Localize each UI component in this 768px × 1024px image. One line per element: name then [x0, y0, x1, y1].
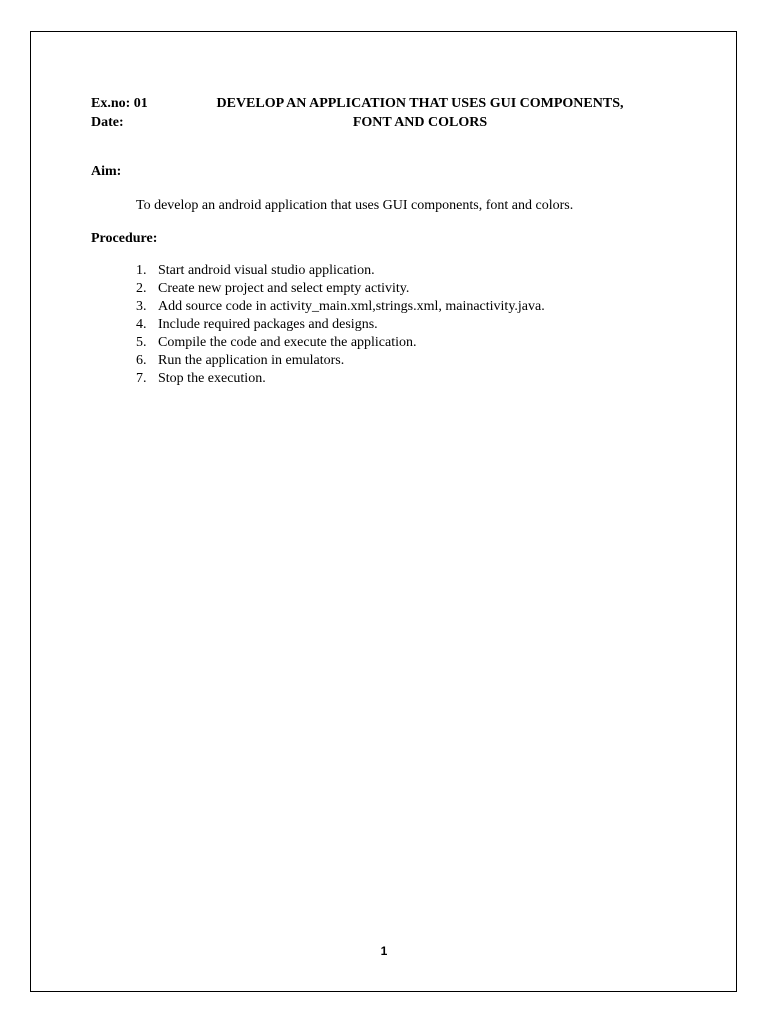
step-text: Run the application in emulators. — [158, 353, 345, 368]
step-number: 1. — [136, 263, 147, 278]
date-label: Date: — [91, 115, 124, 130]
exercise-number: Ex.no: 01 — [91, 96, 148, 111]
procedure-step — [136, 370, 545, 388]
title-line-1: DEVELOP AN APPLICATION THAT USES GUI COMPONENTS, — [216, 96, 624, 111]
step-text: Stop the execution. — [158, 371, 266, 386]
document-title — [160, 94, 680, 132]
step-number: 4. — [136, 317, 147, 332]
step-number: 6. — [136, 353, 147, 368]
procedure-step — [136, 298, 545, 316]
step-text: Compile the code and execute the application. — [158, 335, 417, 350]
step-number: 2. — [136, 281, 147, 296]
aim-heading: Aim: — [91, 164, 122, 179]
procedure-step — [136, 316, 545, 334]
procedure-step — [136, 334, 545, 352]
step-text: Start android visual studio application. — [158, 263, 375, 278]
header-meta — [91, 94, 148, 132]
procedure-heading: Procedure: — [91, 231, 158, 246]
step-text: Include required packages and designs. — [158, 317, 378, 332]
procedure-step — [136, 262, 545, 280]
page-border — [30, 31, 737, 992]
title-line-2: FONT AND COLORS — [352, 115, 488, 130]
step-number: 7. — [136, 371, 147, 386]
procedure-step — [136, 280, 545, 298]
step-number: 3. — [136, 299, 147, 314]
step-text: Create new project and select empty activity. — [158, 281, 410, 296]
aim-text: To develop an android application that uses GUI components, font and colors. — [136, 198, 574, 213]
page-number: 1 — [380, 944, 388, 958]
step-number: 5. — [136, 335, 147, 350]
step-text: Add source code in activity_main.xml,strings.xml, mainactivity.java. — [158, 299, 545, 314]
procedure-step — [136, 352, 545, 370]
procedure-steps — [136, 262, 545, 388]
